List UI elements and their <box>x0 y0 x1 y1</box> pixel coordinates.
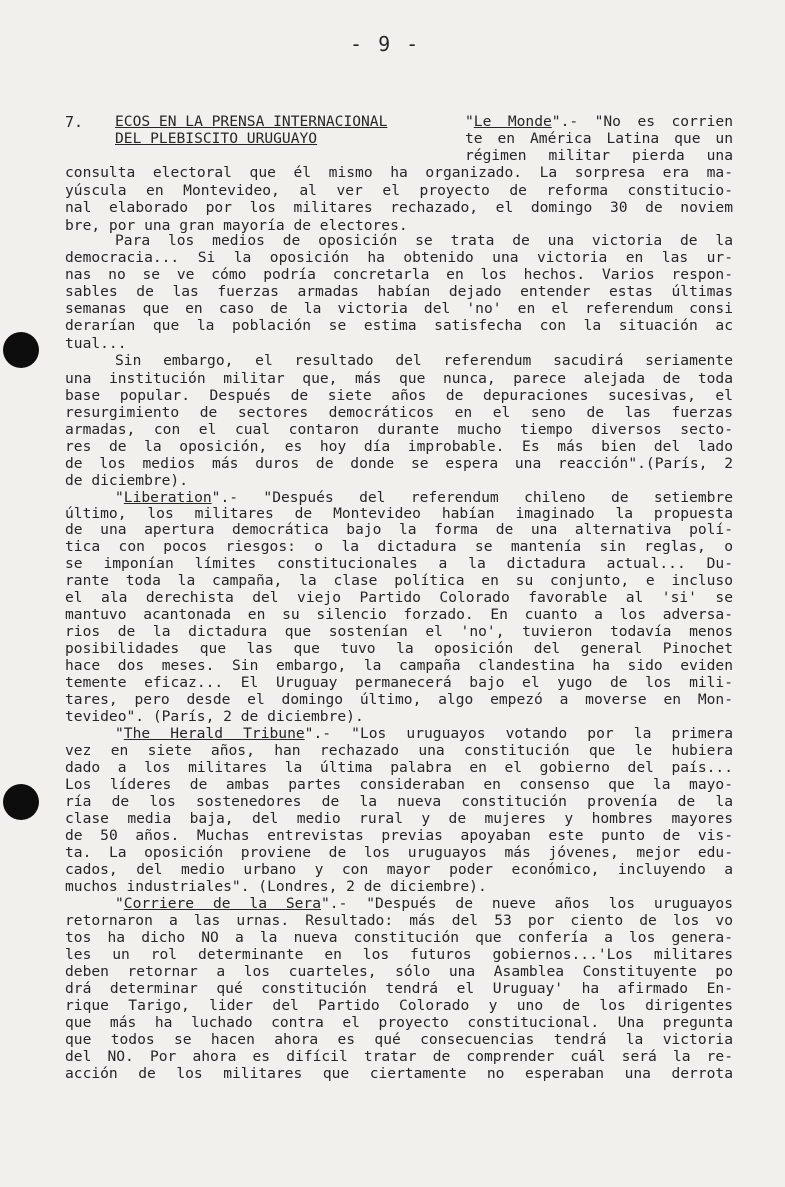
text-line: del NO. Por ahora es difícil tratar de comprender cuál será la re- <box>65 1048 733 1065</box>
text-line: que más ha luchado contra el proyecto constitucional. Una pregunta <box>65 1014 733 1031</box>
text-line: "The Herald Tribune".- "Los uruguayos votando por la primera <box>115 725 733 742</box>
text-line: de 50 años. Muchas entrevistas previas apoyaban este punto de vis- <box>65 827 733 844</box>
section-number: 7. <box>65 113 84 131</box>
text-line: deben retornar a los cuarteles, sólo una Asamblea Constituyente po <box>65 963 733 980</box>
text-line: "Corriere de la Sera".- "Después de nueve años los uruguayos <box>115 895 733 912</box>
text-line: rios de la dictadura que sostenían el 'no', tuvieron todavía menos <box>65 623 733 640</box>
text-line: se imponían límites constitucionales a la dictadura actual... Du- <box>65 555 733 572</box>
text-line: tica con pocos riesgos: o la dictadura se mantenía sin reglas, o <box>65 538 733 555</box>
text-line: Los líderes de ambas partes consideraban en consenso que la mayo- <box>65 776 733 793</box>
text-line: cados, del medio urbano y con mayor poder económico, incluyendo a <box>65 861 733 878</box>
text-line: el ala derechista del viejo Partido Colorado favorable al 'si' se <box>65 589 733 606</box>
text-line: res de la oposición, es hoy día improbable. Es más bien del lado <box>65 438 733 455</box>
text-line: drá determinar qué constitución tendrá el Uruguay' ha afirmado En- <box>65 980 733 997</box>
punch-hole <box>3 332 39 368</box>
text-line: de diciembre). <box>65 472 189 489</box>
text-line: retornaron a las urnas. Resultado: más del 53 por ciento de los vo <box>65 912 733 929</box>
text-line: mantuvo acantonada en su silencio forzado. En cuanto a los adversa- <box>65 606 733 623</box>
publication-name: Corriere de la Sera <box>123 895 322 912</box>
text-line: armadas, con el cual contaron durante mucho tiempo diversos secto- <box>65 421 733 438</box>
text-line: democracia... Si la oposición ha obtenido una victoria en las ur- <box>65 249 733 266</box>
text-line: Para los medios de oposición se trata de una victoria de la <box>115 232 733 249</box>
text-line: tares, pero desde el domingo último, algo empezó a moverse en Mon- <box>65 691 733 708</box>
text-line: rique Tarigo, lider del Partido Colorado y uno de los dirigentes <box>65 997 733 1014</box>
text-line: de los medios más duros de donde se espera una reacción".(París, 2 <box>65 455 733 472</box>
text-line: acción de los militares que ciertamente no esperaban una derrota <box>65 1065 733 1082</box>
text-line: te en América Latina que un <box>465 130 733 147</box>
text-line: sables de las fuerzas armadas habían dejado entender estas últimas <box>65 283 733 300</box>
text-line: "Liberation".- "Después del referendum chileno de setiembre <box>115 489 733 506</box>
publication-name: Le Monde <box>473 113 552 130</box>
text-line: último, los militares de Montevideo habían imaginado la propuesta <box>65 505 733 522</box>
text-line: temente eficaz... El Uruguay permanecerá bajo el yugo de los mili- <box>65 674 733 691</box>
text-line: vez en siete años, han rechazado una constitución que le hubiera <box>65 742 733 759</box>
text-line: resurgimiento de sectores democráticos en el seno de las fuerzas <box>65 404 733 421</box>
text-line: de una apertura democrática bajo la forma de una alternativa polí- <box>65 521 733 538</box>
text-line: tos ha dicho NO a la nueva constitución que confería a los genera- <box>65 929 733 946</box>
publication-name: The Herald Tribune <box>123 725 305 742</box>
text-line: ría de los sostenedores de la nueva constitución provenía de la <box>65 793 733 810</box>
text-line: posibilidades que las que tuvo la oposición del general Pinochet <box>65 640 733 657</box>
text-line: base popular. Después de siete años de depuraciones sucesivas, el <box>65 387 733 404</box>
text-line: una institución militar que, más que nunca, parece alejada de toda <box>65 370 733 387</box>
text-line: les un rol determinante en los futuros gobiernos...'Los militares <box>65 946 733 963</box>
text-line: "Le Monde".- "No es corrien <box>465 113 733 130</box>
text-line: consulta electoral que él mismo ha organizado. La sorpresa era ma- <box>65 164 733 181</box>
text-line: que todos se hacen ahora es qué consecuencias tendrá la victoria <box>65 1031 733 1048</box>
text-line: tevideo". (París, 2 de diciembre). <box>65 708 364 725</box>
text-line: bre, por una gran mayoría de electores. <box>65 217 408 234</box>
text-line: dado a los militares la última palabra en el gobierno del país... <box>65 759 733 776</box>
text-line: muchos industriales". (Londres, 2 de diciembre). <box>65 878 487 895</box>
text-line: semanas que en caso de la victoria del 'no' en el referendum consi <box>65 300 733 317</box>
text-line: régimen militar pierda una <box>465 147 733 164</box>
section-title-line-1: ECOS EN LA PRENSA INTERNACIONAL <box>115 113 388 130</box>
text-line: ta. La oposición proviene de los uruguayos más jóvenes, mejor edu- <box>65 844 733 861</box>
text-line: derarían que la población se estima satisfecha con la situación ac <box>65 317 733 334</box>
section-title-line-2: DEL PLEBISCITO URUGUAYO <box>115 130 318 147</box>
text-line: tual... <box>65 335 127 352</box>
text-line: rante toda la campaña, la clase política en su conjunto, e incluso <box>65 572 733 589</box>
text-line: hace dos meses. Sin embargo, la campaña clandestina ha sido eviden <box>65 657 733 674</box>
publication-name: Liberation <box>123 489 212 506</box>
punch-hole <box>3 784 39 820</box>
text-line: nal elaborado por los militares rechazado, el domingo 30 de noviem <box>65 199 733 216</box>
text-line: clase media baja, del medio rural y de mujeres y hombres mayores <box>65 810 733 827</box>
text-line: nas no se ve cómo podría concretarla en los hechos. Varios respon- <box>65 266 733 283</box>
page-number: - 9 - <box>350 32 421 56</box>
text-line: yúscula en Montevideo, al ver el proyecto de reforma constitucio- <box>65 182 733 199</box>
text-line: Sin embargo, el resultado del referendum sacudirá seriamente <box>115 352 733 369</box>
